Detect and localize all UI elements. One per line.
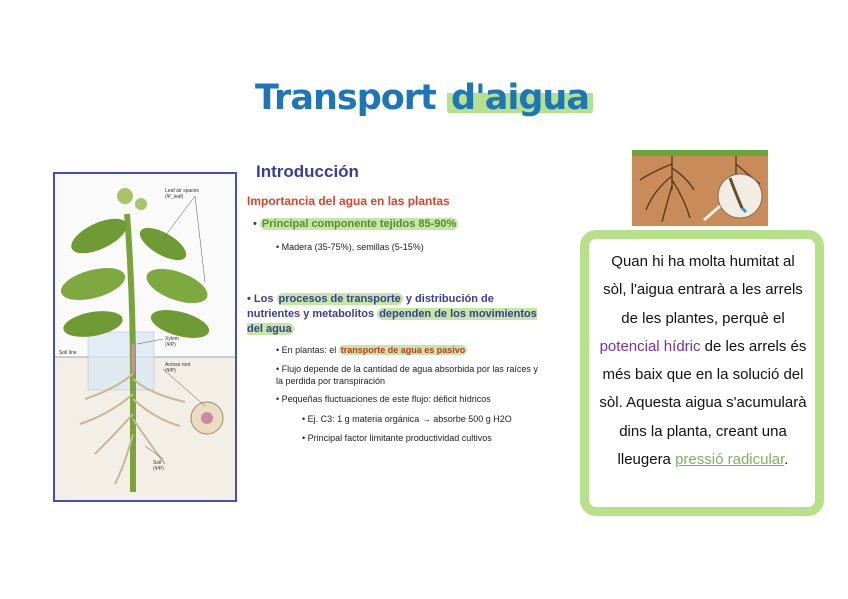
card-term-potencial-hidric: potencial hídric (599, 337, 701, 355)
label-xylem-text: Xylem (165, 336, 179, 342)
sub-bullet-1-highlight: transporte de agua es pasivo (340, 345, 466, 355)
bullet-1-sub (276, 241, 536, 253)
slide-heading: Introducción (256, 162, 359, 181)
label-soil-sub: (ΨP) (153, 466, 164, 472)
sub-bullet-3b-text: Principal factor limitante productividad cultivos (307, 433, 492, 443)
sub-bullet-2-text: Flujo depende de la cantidad de agua absorbida por las raíces y la perdida por transpiración (276, 364, 538, 386)
label-across-root (165, 362, 190, 374)
bullet-1 (253, 217, 543, 232)
sub-bullet-3a (302, 413, 542, 425)
bullet-1-sub-text: Madera (35-75%), semillas (5-15%) (281, 242, 424, 252)
title-part-1: Transport (255, 78, 447, 118)
sub-bullet-3 (276, 393, 541, 405)
sub-bullet-1 (276, 344, 536, 356)
bullet-1-text: Principal componente tejidos 85-90% (261, 218, 457, 230)
label-xylem-sub: (ΨP) (165, 342, 176, 348)
label-leaf-air-sub: (Ψ_leaf) (165, 194, 184, 200)
card-text-end: . (784, 451, 789, 469)
explanation-card-text (598, 248, 808, 474)
label-leaf-air-spaces (165, 188, 199, 200)
label-across-root-text: Across root (165, 362, 191, 368)
title-part-2-highlighted: d'aigua (447, 78, 593, 118)
plant-illustration (55, 174, 235, 500)
sub-bullet-3-text: Pequeñas fluctuaciones de este flujo: déficit hídricos (281, 394, 491, 404)
sub-bullet-2 (276, 363, 541, 387)
bullet-2-highlight-2: dependen de los movimientos del agua (247, 308, 537, 335)
label-across-root-sub: (ΨP) (165, 368, 176, 374)
sub-bullet-3a-text: Ej. C3: 1 g materia orgánica → absorbe 500 g H2O (307, 414, 512, 424)
plant-diagram (53, 172, 237, 502)
bullet-2-pre: Los (253, 293, 277, 305)
label-soil (153, 460, 164, 472)
bullet-2-highlight-1: procesos de transporte (278, 293, 401, 305)
card-text-2: de les arrels és més baix que en la solució del sòl. (599, 337, 807, 412)
roots-soil-illustration (632, 150, 768, 226)
bullet-2-mid: y distribución de nutrientes y metabolitos (247, 293, 494, 320)
page-title (0, 78, 848, 118)
bullet-2 (247, 292, 537, 337)
sub-bullet-1-pre: En plantas: el (281, 345, 339, 355)
label-soil-line: Soil line (59, 350, 77, 356)
label-leaf-air-text: Leaf air spaces (165, 188, 199, 194)
label-xylem (165, 336, 179, 348)
slide-subheading: Importancia del agua en las plantas (247, 194, 450, 208)
label-soil-text: Soil (153, 460, 162, 466)
card-term-pressio-radicular: pressió radicular (675, 451, 785, 469)
card-text-1: Quan hi ha molta humitat al sòl, l'aigua entrarà a les arrels de les plantes, perquè el (603, 253, 803, 327)
roots-soil-svg (632, 150, 768, 226)
sub-bullet-3b (302, 432, 542, 444)
card-text-3: Aquesta aigua s'acumularà dins la planta, creant una lleugera (617, 394, 807, 469)
